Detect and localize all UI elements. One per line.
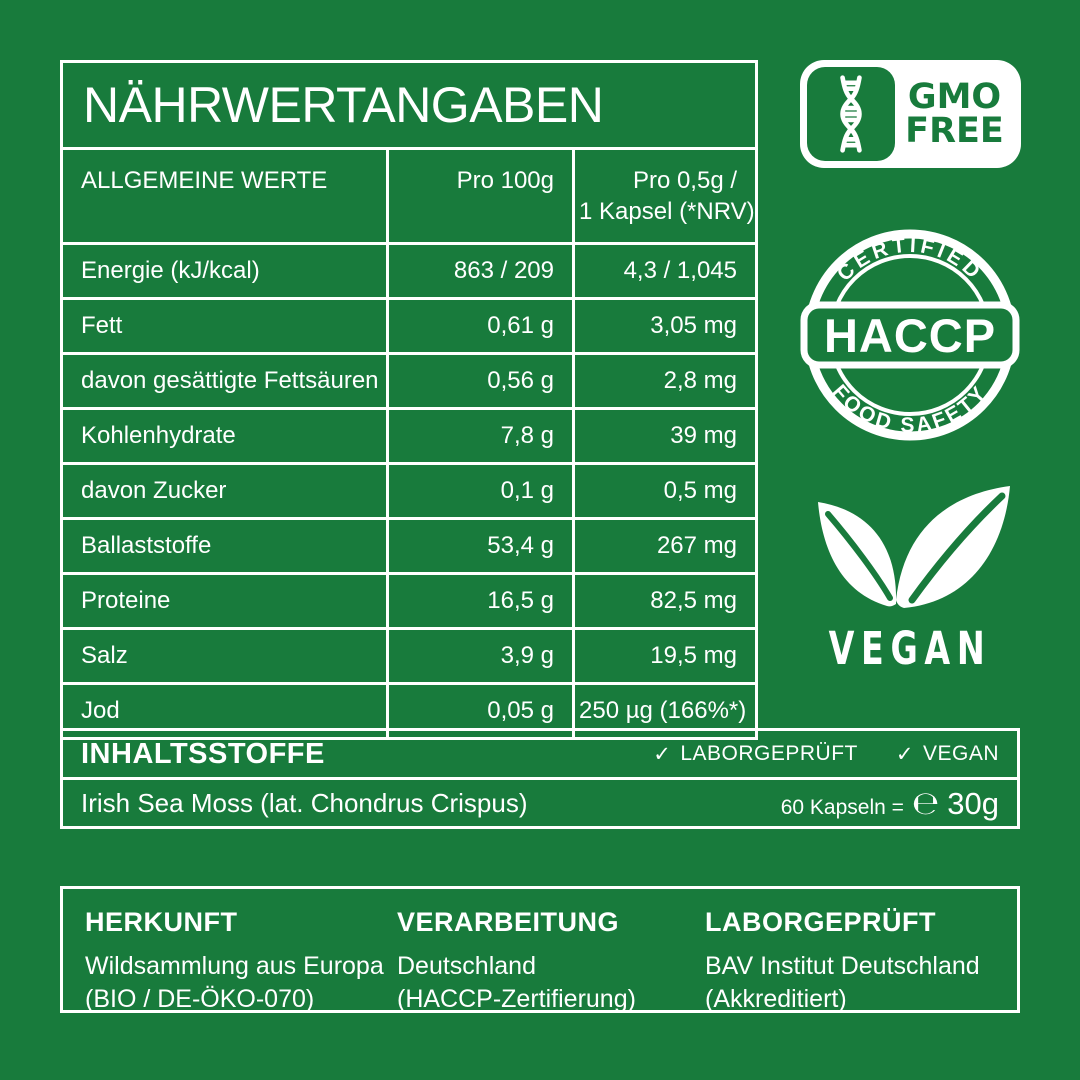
info-box — [60, 886, 1020, 1013]
info-line: BAV Institut Deutschland — [705, 952, 980, 980]
table-row — [62, 354, 757, 409]
row-per-capsule: 267 mg — [574, 519, 757, 574]
info-section-lab — [705, 907, 1017, 1015]
vegan-badge-label: VEGAN — [828, 622, 992, 675]
ingredients-tags — [653, 742, 999, 767]
haccp-certified-stamp — [800, 225, 1020, 445]
ingredients-header — [63, 731, 1017, 780]
nutrition-table — [60, 60, 758, 740]
column-header-general: ALLGEMEINE WERTE — [62, 149, 388, 244]
row-label: Energie (kJ/kcal) — [62, 244, 388, 299]
info-line: Wildsammlung aus Europa — [85, 952, 384, 980]
ingredients-title: INHALTSSTOFFE — [81, 737, 325, 770]
net-weight: 30g — [947, 786, 999, 821]
gmo-free-badge — [800, 60, 1021, 168]
info-section-title: LABORGEPRÜFT — [705, 907, 936, 937]
haccp-center-text: HACCP — [823, 309, 997, 362]
row-label: davon Zucker — [62, 464, 388, 519]
haccp-arc-bottom-text: FOOD SAFETY — [827, 380, 993, 438]
estimated-sign: ℮ — [911, 784, 940, 822]
row-per-capsule: 19,5 mg — [574, 629, 757, 684]
tag-label: LABORGEPRÜFT — [680, 742, 858, 765]
info-section-title: HERKUNFT — [85, 907, 238, 937]
info-section-processing — [397, 907, 705, 1015]
row-per-capsule: 3,05 mg — [574, 299, 757, 354]
tag-lab-tested — [653, 742, 858, 767]
row-per100g: 0,05 g — [388, 684, 574, 739]
table-header-row — [62, 149, 757, 244]
gmo-free-text: GMO FREE — [905, 76, 1004, 151]
table-row — [62, 629, 757, 684]
tag-label: VEGAN — [922, 742, 999, 765]
ingredients-content — [63, 780, 1017, 826]
table-row — [62, 409, 757, 464]
leaves-icon — [800, 480, 1020, 612]
table-row — [62, 574, 757, 629]
row-per-capsule: 82,5 mg — [574, 574, 757, 629]
row-per-capsule: 0,5 mg — [574, 464, 757, 519]
table-row — [62, 299, 757, 354]
row-label: Ballaststoffe — [62, 519, 388, 574]
table-row — [62, 464, 757, 519]
haccp-arc-top-text: CERTIFIED — [832, 233, 988, 286]
row-label: davon gesättigte Fettsäuren — [62, 354, 388, 409]
column-header-per-capsule: Pro 0,5g / 1 Kapsel (*NRV) — [574, 149, 757, 244]
row-per100g: 3,9 g — [388, 629, 574, 684]
row-per100g: 863 / 209 — [388, 244, 574, 299]
row-per100g: 53,4 g — [388, 519, 574, 574]
dna-icon — [807, 67, 895, 161]
info-line: (Akkreditiert) — [705, 984, 847, 1013]
row-per-capsule: 2,8 mg — [574, 354, 757, 409]
table-row — [62, 244, 757, 299]
row-label: Proteine — [62, 574, 388, 629]
tag-vegan — [896, 742, 999, 767]
net-quantity — [781, 784, 999, 822]
row-per100g: 0,61 g — [388, 299, 574, 354]
row-per-capsule: 39 mg — [574, 409, 757, 464]
row-per100g: 0,56 g — [388, 354, 574, 409]
ingredient-name: Irish Sea Moss (lat. Chondrus Crispus) — [81, 787, 528, 818]
info-line: (BIO / DE-ÖKO-070) — [85, 984, 315, 1013]
row-per100g: 16,5 g — [388, 574, 574, 629]
row-per100g: 0,1 g — [388, 464, 574, 519]
row-per100g: 7,8 g — [388, 409, 574, 464]
row-per-capsule: 250 µg (166%*) — [574, 684, 757, 739]
check-icon: ✓ — [895, 742, 914, 766]
table-row — [62, 519, 757, 574]
ingredients-box — [60, 728, 1020, 829]
row-label: Fett — [62, 299, 388, 354]
row-label: Salz — [62, 629, 388, 684]
column-header-per100g: Pro 100g — [388, 149, 574, 244]
table-title-row — [62, 62, 757, 149]
page-title: NÄHRWERTANGABEN — [62, 62, 757, 149]
row-label: Kohlenhydrate — [62, 409, 388, 464]
info-section-title: VERARBEITUNG — [397, 907, 620, 937]
info-line: (HACCP-Zertifierung) — [397, 984, 636, 1013]
row-per-capsule: 4,3 / 1,045 — [574, 244, 757, 299]
check-icon: ✓ — [653, 742, 672, 766]
capsule-count: 60 Kapseln = — [780, 796, 904, 819]
info-section-origin — [85, 907, 397, 1015]
row-label: Jod — [62, 684, 388, 739]
info-line: Deutschland — [397, 952, 536, 980]
